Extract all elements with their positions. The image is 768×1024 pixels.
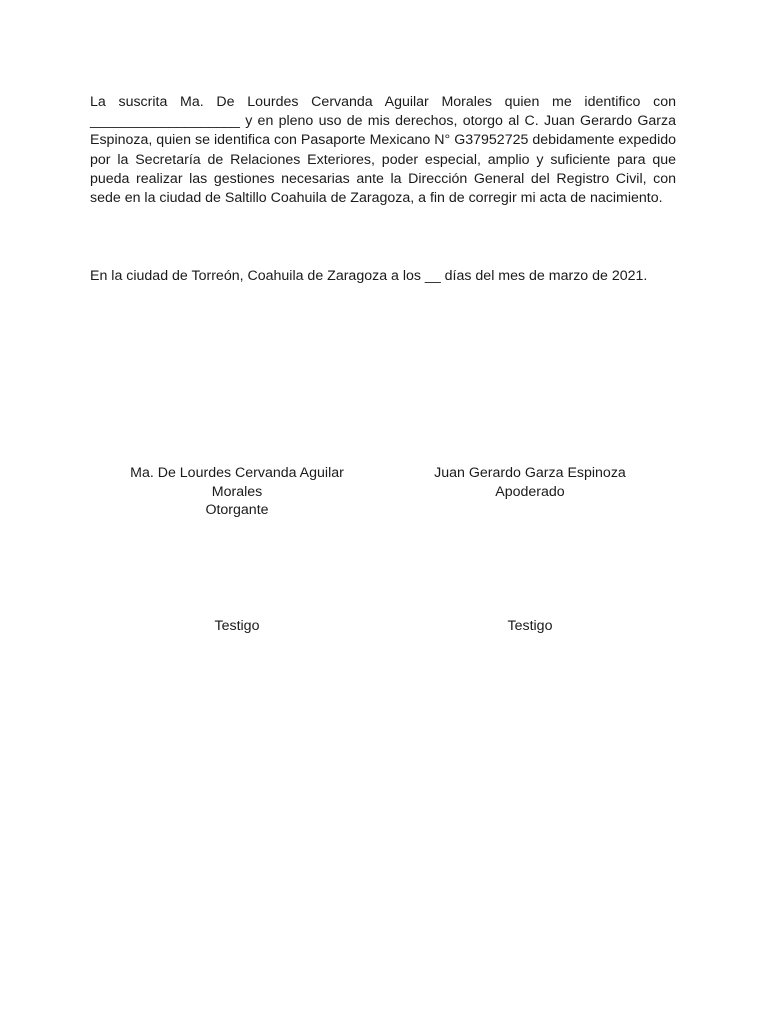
otorgante-role: Otorgante [205,502,269,518]
signature-block-otorgante [112,464,362,520]
apoderado-name: Juan Gerardo Garza Espinoza [434,465,626,481]
apoderado-role: Apoderado [495,483,565,500]
place-date-paragraph: En la ciudad de Torreón, Coahuila de Zaragoza a los __ días del mes de marzo de 2021. [90,268,648,284]
signature-block-testigo-1 [137,617,337,636]
power-of-attorney-paragraph: La suscrita Ma. De Lourdes Cervanda Aguilar Morales quien me identifico con ___________________ y en pleno uso de mis derechos, otorgo al C. Juan Gerardo Garza Espinoza, quien se identifica con Pasaporte Mexicano N° G37952725 debidamente expedido por la Secretaría de Relaciones Exteriores, poder especial, amplio y suficiente para que pueda realizar las gestiones necesarias ante la Dirección General del Registro Civil, con sede en la ciudad de Saltillo Coahuila de Zaragoza, a fin de corregir mi acta de nacimiento. [90,94,676,207]
signature-block-apoderado [405,464,655,501]
testigo-2-role: Testigo [507,618,553,634]
otorgante-name-line-2: Morales [211,483,263,500]
testigo-1-role: Testigo [214,618,260,634]
signature-block-testigo-2 [430,617,630,636]
otorgante-name-line-1: Ma. De Lourdes Cervanda Aguilar [130,465,344,481]
